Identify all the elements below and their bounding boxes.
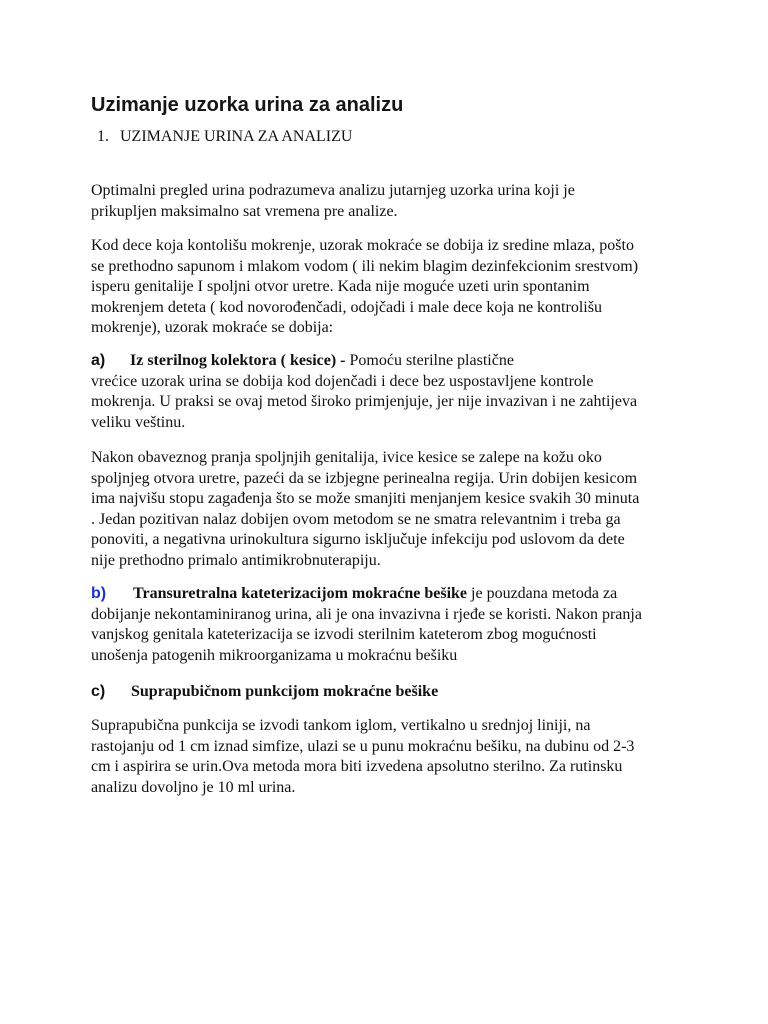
- text-line: ima najvišu stopu zagađenja što se može smanjiti menjanjem kesice svakih 30 minuta: [91, 490, 640, 507]
- text-line: nije prethodno primalo antimikrobnuterapiju.: [91, 551, 381, 569]
- text-line: [91, 682, 691, 703]
- item-b-label: b): [91, 585, 107, 602]
- item-c-paragraph: [91, 682, 691, 703]
- paragraph-children: [91, 236, 691, 339]
- item-b-paragraph: [91, 584, 691, 666]
- text-line: se prethodno sapunom i mlakom vodom ( ili nekim blagim dezinfekcionim srestvom): [91, 257, 639, 275]
- text-line: unošenja patogenih mikroorganizama u mokraćnu bešiku: [91, 646, 458, 664]
- paragraph-bag-collection: [91, 448, 691, 571]
- text-line: vanjskog genitala kateterizacija se izvodi sterilnim kateterom zbog mogućnosti: [91, 626, 597, 643]
- item-a-heading: Iz sterilnog kolektora ( kesice) -: [130, 352, 346, 369]
- text-line: cm i aspirira se urin.Ova metoda mora biti izvedena apsolutno sterilno. Za rutinsku: [91, 758, 623, 775]
- text-line: Suprapubična punkcija se izvodi tankom iglom, vertikalno u srednjoj liniji, na: [91, 717, 591, 734]
- text-line: veliku veštinu.: [91, 413, 186, 431]
- item-a-label: a): [91, 352, 106, 369]
- item-a-paragraph: [91, 351, 691, 433]
- text-line: spoljnjeg otvora uretre, pazeći da se izbjegne perinealna regija. Urin dobijen kesicom: [91, 469, 638, 487]
- item-b-heading: Transuretralna kateterizacijom mokraćne bešike: [133, 585, 468, 602]
- paragraph-suprapubic: [91, 716, 691, 798]
- section-number: 1.: [97, 128, 109, 145]
- item-c-heading: Suprapubičnom punkcijom mokraćne bešike: [131, 683, 439, 700]
- section-heading: [97, 127, 352, 147]
- text-line: dobijanje nekontaminiranog urina, ali je ona invazivna i rjeđe se koristi. Nakon pranja: [91, 605, 642, 623]
- text-line: [91, 584, 691, 605]
- text-line: mokrenja. U praksi se ovaj metod široko primjenjuje, jer nije invazivan i ne zahtijeva: [91, 393, 638, 410]
- text-line: isperu genitalije I spoljni otvor uretre. Kada nije moguće uzeti urin spontanim: [91, 278, 590, 295]
- text-line: ponoviti, a negativna urinokultura sigurno isključuje infekciju pod uslovom da dete: [91, 531, 625, 548]
- item-c-label: c): [91, 683, 106, 700]
- text-line: Optimalni pregled urina podrazumeva analizu jutarnjeg uzorka urina koji je: [91, 182, 575, 199]
- text-line: mokrenje), uzorak mokraće se dobija:: [91, 319, 334, 336]
- item-a-first-line: Pomoću sterilne plastične: [345, 352, 514, 369]
- text-line: vrećice uzorak urina se dobija kod dojenčadi i dece bez uspostavljene kontrole: [91, 372, 594, 390]
- paragraph-intro: [91, 181, 691, 222]
- item-b-first-line: je pouzdana metoda za: [467, 585, 618, 602]
- text-line: Nakon obaveznog pranja spoljnjih genitalija, ivice kesice se zalepe na kožu oko: [91, 449, 602, 466]
- text-line: rastojanju od 1 cm iznad simfize, ulazi se u punu mokraćnu bešiku, na dubinu od 2-3: [91, 737, 635, 755]
- text-line: Kod dece koja kontolišu mokrenje, uzorak mokraće se dobija iz sredine mlaza, pošto: [91, 237, 634, 254]
- text-line: . Jedan pozitivan nalaz dobijen ovom metodom se ne smatra relevantnim i treba ga: [91, 510, 621, 528]
- text-line: [91, 351, 691, 372]
- text-line: prikupljen maksimalno sat vremena pre analize.: [91, 202, 398, 220]
- section-heading-text: UZIMANJE URINA ZA ANALIZU: [120, 128, 353, 145]
- document-title: Uzimanje uzorka urina za analizu: [91, 94, 404, 116]
- text-line: mokrenjem deteta ( kod novorođenčadi, odojčadi i male dece koja ne kontrolišu: [91, 298, 602, 316]
- text-line: analizu dovoljno je 10 ml urina.: [91, 778, 296, 796]
